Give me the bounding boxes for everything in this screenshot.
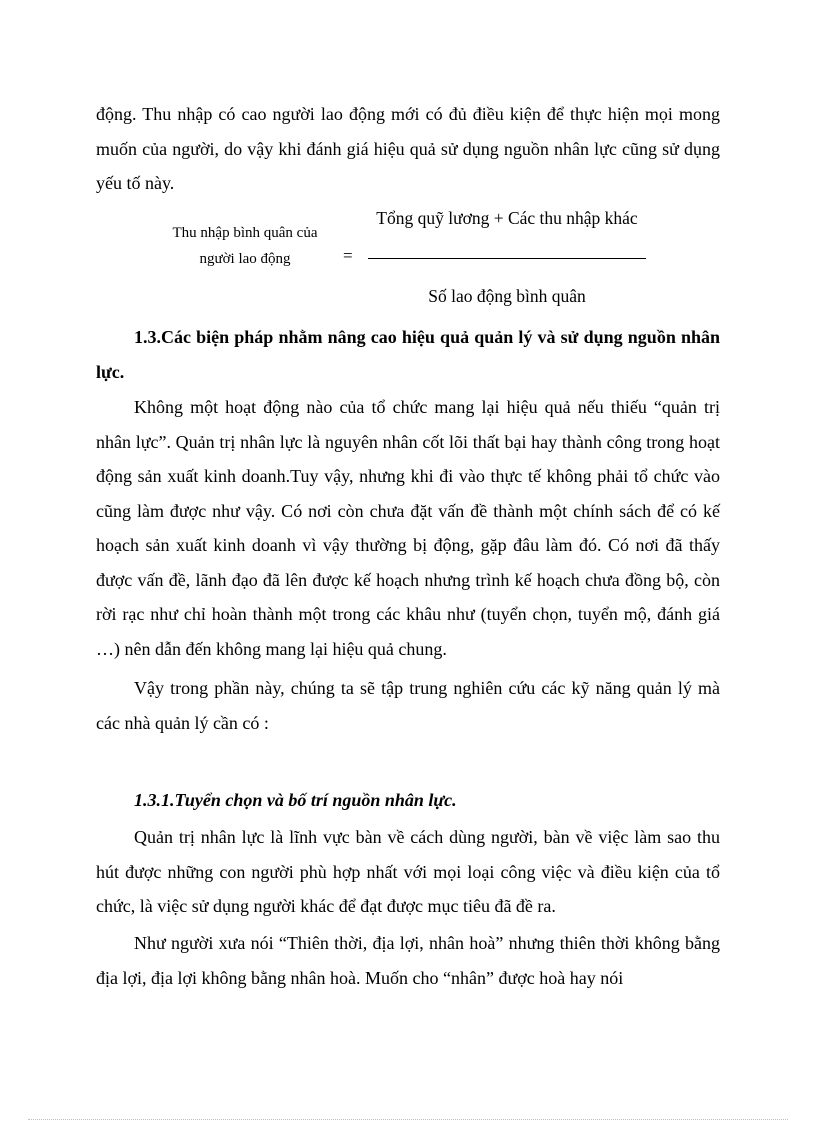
page-bottom-divider	[28, 1119, 788, 1120]
section-heading-1-3-1: 1.3.1.Tuyển chọn và bố trí nguồn nhân lực.	[134, 790, 457, 810]
paragraph-income: động. Thu nhập có cao người lao động mới có đủ điều kiện để thực hiện mọi mong muốn của người, do vậy khi đánh giá hiệu quả sử dụng nguồn nhân lực cũng sử dụng yếu tố này.	[96, 104, 720, 193]
formula-left-side	[150, 220, 340, 272]
formula-left-line-2: người lao động	[199, 251, 291, 267]
formula-numerator: Tổng quỹ lương + Các thu nhập khác	[376, 208, 638, 228]
formula-equals-sign: =	[343, 246, 353, 265]
formula-fraction-bar	[368, 258, 646, 259]
paragraph-hr-field: Quản trị nhân lực là lĩnh vực bàn về cách dùng người, bàn về việc làm sao thu hút được những con người phù hợp nhất với mọi loại công việc và điều kiện của tổ chức, là việc sử dụng người khác để đạt được mục tiêu đã đề ra.	[96, 827, 720, 916]
paragraph-hr-management: Không một hoạt động nào của tổ chức mang lại hiệu quả nếu thiếu “quản trị nhân lực”. Quản trị nhân lực là nguyên nhân cốt lõi thất bại hay thành công trong hoạt động sản xuất kinh doanh.Tuy vậy, nhưng khi đi vào thực tế không phải tổ chức vào cũng làm được như vậy. Có nơi còn chưa đặt vấn đề thành một chính sách để có kế hoạch sản xuất kinh doanh vì vậy thường bị động, gặp đâu làm đó. Có nơi đã thấy được vấn đề, lãnh đạo đã lên được kế hoạch nhưng trình kế hoạch chưa đồng bộ, còn rời rạc như chỉ hoàn thành một trong các khâu như (tuyển chọn, tuyển mộ, đánh giá …) nên dẫn đến không mang lại hiệu quả chung.	[96, 397, 720, 659]
paragraph-this-section: Vậy trong phần này, chúng ta sẽ tập trung nghiên cứu các kỹ năng quản lý mà các nhà quản lý cần có :	[96, 678, 720, 733]
paragraph-ancient-saying: Như người xưa nói “Thiên thời, địa lợi, nhân hoà” nhưng thiên thời không bằng địa lợi, địa lợi không bằng nhân hoà. Muốn cho “nhân” được hoà hay nói	[96, 933, 720, 988]
section-heading-1-3: 1.3.Các biện pháp nhằm nâng cao hiệu quả quản lý và sử dụng nguồn nhân lực.	[96, 327, 720, 382]
formula-left-line-1: Thu nhập bình quân của	[172, 225, 318, 241]
formula-denominator: Số lao động bình quân	[428, 286, 586, 306]
